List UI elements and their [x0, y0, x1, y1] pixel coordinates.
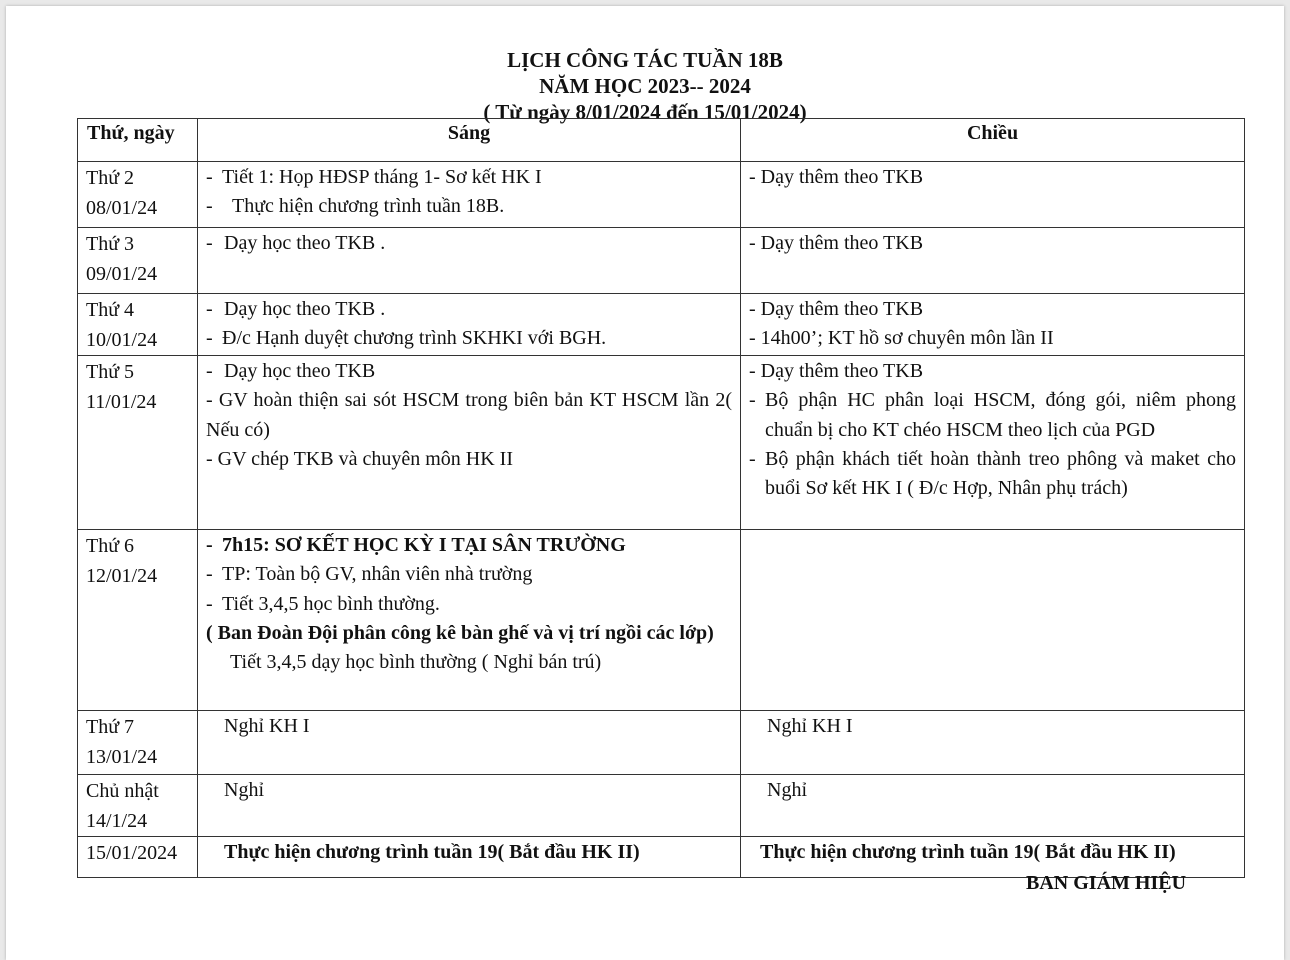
afternoon-cell — [741, 775, 1245, 837]
table-row — [78, 356, 1245, 530]
header-morning: Sáng — [198, 119, 741, 162]
table-row — [78, 228, 1245, 294]
signature-label: BAN GIÁM HIỆU — [1026, 872, 1187, 894]
day-date: 09/01/24 — [86, 263, 158, 285]
morning-item: - GV hoàn thiện sai sót HSCM trong biên bản KT HSCM lần 2( Nếu có) — [206, 389, 732, 441]
afternoon-cell: - Dạy thêm theo TKB - Bộ phận HC phân loại HSCM, đóng gói, niêm phong chuẩn bị cho KT chéo HSCM theo lịch của PGD - Bộ phận khách tiết hoàn thành treo phông và maket cho buổi Sơ kết HK I ( Đ/c Hợp, Nhân phụ trách) — [741, 356, 1245, 530]
morning-cell: - Tiết 1: Họp HĐSP tháng 1- Sơ kết HK I - Thực hiện chương trình tuần 18B. — [198, 162, 741, 228]
morning-cell: - Dạy học theo TKB . — [198, 228, 741, 294]
table-header-row — [78, 119, 1245, 162]
day-name: Thứ 5 — [86, 361, 135, 383]
morning-item: TP: Toàn bộ GV, nhân viên nhà trường — [222, 563, 533, 586]
morning-item: - GV chép TKB và chuyên môn HK II — [206, 447, 513, 470]
day-date: 13/01/24 — [86, 746, 158, 768]
day-name: Thứ 2 — [86, 167, 135, 189]
morning-item: Đ/c Hạnh duyệt chương trình SKHKI với BGH. — [222, 327, 607, 350]
table-row — [78, 294, 1245, 356]
table-row — [78, 530, 1245, 711]
day-name: Thứ 6 — [86, 535, 135, 557]
afternoon-item: - Dạy thêm theo TKB — [749, 360, 924, 382]
day-date: 08/01/24 — [86, 197, 158, 219]
afternoon-item: Nghỉ KH I — [767, 715, 853, 737]
header-day: Thứ, ngày — [78, 119, 198, 162]
morning-item: Tiết 1: Họp HĐSP tháng 1- Sơ kết HK I — [222, 166, 542, 188]
afternoon-item: - Dạy thêm theo TKB — [749, 298, 924, 320]
day-name: 15/01/2024 — [86, 842, 178, 864]
morning-item: ( Ban Đoàn Đội phân công kê bàn ghế và vị trí ngồi các lớp) — [206, 621, 714, 644]
day-name: Thứ 3 — [86, 233, 135, 255]
day-cell — [78, 356, 198, 530]
day-cell — [78, 837, 198, 878]
title-line-2: NĂM HỌC 2023-- 2024 — [539, 74, 751, 98]
table-row — [78, 162, 1245, 228]
day-cell — [78, 162, 198, 228]
afternoon-item: - 14h00’; KT hồ sơ chuyên môn lần II — [749, 327, 1054, 350]
morning-item: Tiết 3,4,5 học bình thường. — [222, 592, 440, 615]
morning-item: Nghỉ KH I — [224, 715, 310, 737]
day-cell — [78, 775, 198, 837]
title-line-3: ( Từ ngày 8/01/2024 đến 15/01/2024) — [483, 100, 807, 124]
day-name: Chủ nhật — [86, 780, 159, 802]
schedule-table — [77, 118, 1245, 878]
afternoon-cell — [741, 711, 1245, 775]
day-date: 10/01/24 — [86, 329, 158, 351]
morning-item: Dạy học theo TKB . — [224, 298, 386, 320]
day-name: Thứ 4 — [86, 299, 135, 321]
table-row — [78, 775, 1245, 837]
morning-cell — [198, 711, 741, 775]
morning-item: 7h15: SƠ KẾT HỌC KỲ I TẠI SÂN TRƯỜNG — [222, 534, 626, 556]
afternoon-cell — [741, 228, 1245, 294]
afternoon-item: - Dạy thêm theo TKB — [749, 166, 924, 188]
day-cell — [78, 228, 198, 294]
afternoon-cell — [741, 530, 1245, 711]
afternoon-item: Bộ phận khách tiết hoàn thành treo phông và maket cho buổi Sơ kết HK I ( Đ/c Hợp, Nhân phụ trách) — [765, 447, 1236, 500]
day-date: 12/01/24 — [86, 565, 158, 587]
morning-cell: - 7h15: SƠ KẾT HỌC KỲ I TẠI SÂN TRƯỜNG - TP: Toàn bộ GV, nhân viên nhà trường - Tiết 3,4,5 học bình thường. ( Ban Đoàn Đội phân công kê bàn ghế và vị trí ngồi các lớp) Tiết 3,4,5 dạy học bình thường ( Nghỉ bán trú) — [198, 530, 741, 711]
header-afternoon: Chiều — [741, 119, 1245, 162]
afternoon-cell — [741, 162, 1245, 228]
day-cell — [78, 711, 198, 775]
day-date: 14/1/24 — [86, 810, 148, 832]
afternoon-item: Nghỉ — [767, 779, 807, 801]
document-title — [0, 47, 1290, 125]
morning-item: Thực hiện chương trình tuần 19( Bắt đầu HK II) — [224, 841, 640, 863]
title-line-1: LỊCH CÔNG TÁC TUẦN 18B — [507, 48, 783, 72]
afternoon-item: - Dạy thêm theo TKB — [749, 232, 924, 254]
afternoon-item: Bộ phận HC phân loại HSCM, đóng gói, niêm phong chuẩn bị cho KT chéo HSCM theo lịch của PGD — [765, 389, 1236, 441]
morning-item: Thực hiện chương trình tuần 18B. — [232, 195, 505, 218]
document-page — [6, 6, 1284, 960]
morning-cell — [198, 775, 741, 837]
afternoon-item: Thực hiện chương trình tuần 19( Bắt đầu HK II) — [760, 841, 1176, 863]
morning-item: Dạy học theo TKB — [224, 360, 376, 382]
day-name: Thứ 7 — [86, 716, 135, 738]
morning-item: Tiết 3,4,5 dạy học bình thường ( Nghỉ bán trú) — [230, 651, 602, 674]
morning-item: Dạy học theo TKB . — [224, 232, 386, 254]
morning-cell: - Dạy học theo TKB . - Đ/c Hạnh duyệt chương trình SKHKI với BGH. — [198, 294, 741, 356]
afternoon-cell — [741, 294, 1245, 356]
table-row — [78, 711, 1245, 775]
morning-item: Nghỉ — [224, 779, 264, 801]
morning-cell — [198, 837, 741, 878]
morning-cell: - Dạy học theo TKB - GV hoàn thiện sai sót HSCM trong biên bản KT HSCM lần 2( Nếu có) - GV chép TKB và chuyên môn HK II — [198, 356, 741, 530]
day-cell — [78, 294, 198, 356]
day-date: 11/01/24 — [86, 391, 157, 413]
day-cell — [78, 530, 198, 711]
